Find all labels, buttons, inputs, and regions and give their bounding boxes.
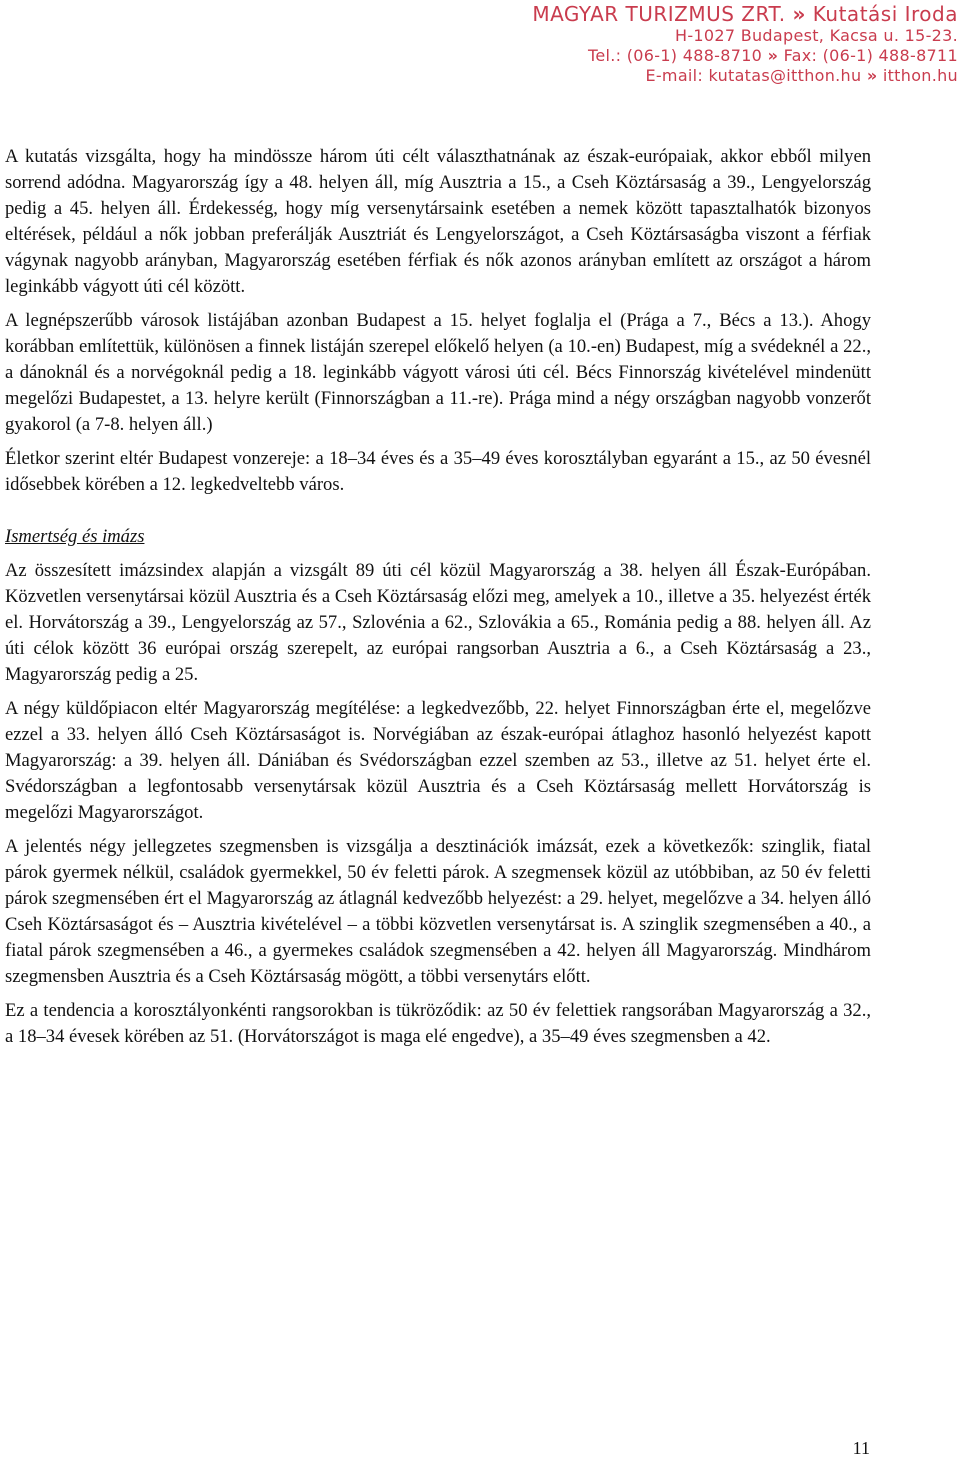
section-heading: Ismertség és imázs <box>5 526 145 547</box>
phone-fax-line <box>532 45 958 65</box>
address-line: H-1027 Budapest, Kacsa u. 15-23. <box>675 26 958 45</box>
org-name: MAGYAR TURIZMUS ZRT. <box>532 2 786 26</box>
paragraph-image-index: Az összesített imázsindex alapján a vizsgált 89 úti cél közül Magyarország a 38. helyen áll Észak-Európában. Közvetlen versenytársai közül Ausztria és a Cseh Köztársaság előzi meg, amelyek a 10., illetve a 35. helyezést érték el. Horvátország a 39., Lengyelország az 57., Szlovénia a 62., Szlovákia a 65., Románia pedig a 88. helyen áll. Az úti célok között 36 európai ország szerepelt, az európai rangsorban Ausztria a 6., a Cseh Köztársaság a 23., Magyarország pedig a 25. <box>5 560 871 685</box>
letterhead <box>532 4 958 84</box>
separator-glyph: » <box>792 2 806 26</box>
letterhead-brand <box>532 4 958 25</box>
department-name: Kutatási Iroda <box>812 2 958 26</box>
paragraph-age-groups: Életkor szerint eltér Budapest vonzereje: a 18–34 éves és a 35–49 éves korosztályban egyaránt a 15., az 50 évesnél idősebbek körében a 12. legkedveltebb város. <box>5 448 871 495</box>
page-number: 11 <box>852 1438 870 1458</box>
website-link[interactable]: itthon.hu <box>882 65 958 85</box>
document-body <box>5 144 871 1058</box>
email-link[interactable]: E-mail: kutatas@itthon.hu <box>645 65 862 85</box>
paragraph-source-markets: A négy küldőpiacon eltér Magyarország megítélése: a legkedvezőbb, 22. helyet Finnországban érte el, megelőzve ezzel a 33. helyen álló Cseh Köztársaságot is. Norvégiában az észak-európai átlaghoz hasonló helyezést kapott Magyarország: a 39. helyen áll. Dániában és Svédországban ezzel szemben az 53., illetve az 51. helyet érte el. Svédországban a legfontosabb versenytársak közül Ausztria és a Cseh Köztársaság mellett Horvátország is megelőzi Magyarországot. <box>5 698 871 823</box>
paragraph-age-rankings: Ez a tendencia a korosztályonkénti rangsorokban is tükröződik: az 50 év felettiek rangsorában Magyarország a 32., a 18–34 évesek körében az 51. (Horvátországot is maga elé engedve), a 35–49 éves szegmensben a 42. <box>5 1000 871 1047</box>
separator-glyph: » <box>866 65 878 85</box>
paragraph-popular-cities: A legnépszerűbb városok listájában azonban Budapest a 15. helyet foglalja el (Prága a 7., Bécs a 13.). Ahogy korábban említettük, különösen a finnek listáján szerepel előkelő helyen (a 10.-en) Budapest, míg a svédeknél a 22., a dánoknál és a norvégoknál pedig a 18. leginkább vágyott városi úti cél. Bécs Finnország kivételével mindenütt megelőzi Budapestet, a 13. helyre került (Finnországban a 11.-re). Prága mind a négy országban nagyobb vonzerőt gyakorol (a 7-8. helyen áll.) <box>5 310 871 435</box>
paragraph-segments: A jelentés négy jellegzetes szegmensben is vizsgálja a desztinációk imázsát, ezek a következők: szinglik, fiatal párok gyermek nélkül, családok gyermekkel, 50 év feletti párok. A szegmensek közül az utóbbiban, az 50 év feletti párok szegmensében ért el Magyarország az átlagnál kedvezőbb helyezést: a 29. helyet, megelőzve a 34. helyen álló Cseh Köztársaságot és – Ausztria kivételével – a többi közvetlen versenytársat is. A szinglik szegmensében a 40., a fiatal párok szegmensében a 46., a gyermekes családok szegmensében a 42. helyen áll Magyarország. Mindhárom szegmensben Ausztria és a Cseh Köztársaság mögött, a többi versenytárs előtt. <box>5 836 871 987</box>
contact-line <box>532 65 958 85</box>
tel-text: Tel.: (06-1) 488-8710 <box>588 45 763 65</box>
fax-text: Fax: (06-1) 488-8711 <box>783 45 958 65</box>
separator-glyph: » <box>767 45 779 65</box>
paragraph-top-three-destinations: A kutatás vizsgálta, hogy ha mindössze három úti célt választhatnának az észak-európaiak, akkor ebből milyen sorrend adódna. Magyarország így a 48. helyen áll, míg Ausztria a 15., a Cseh Köztársaság a 39., Lengyelország pedig a 45. helyen áll. Érdekesség, hogy míg versenytársaink esetében a nemek között tapasztalhatók bizonyos eltérések, például a nők jobban preferálják Ausztriát és Lengyelországot, a Cseh Köztársaságba viszont a férfiak vágynak nagyobb arányban, Magyarország esetében férfiak és nők azonos arányban említett az országot a három leginkább vágyott úti cél között. <box>5 146 871 297</box>
